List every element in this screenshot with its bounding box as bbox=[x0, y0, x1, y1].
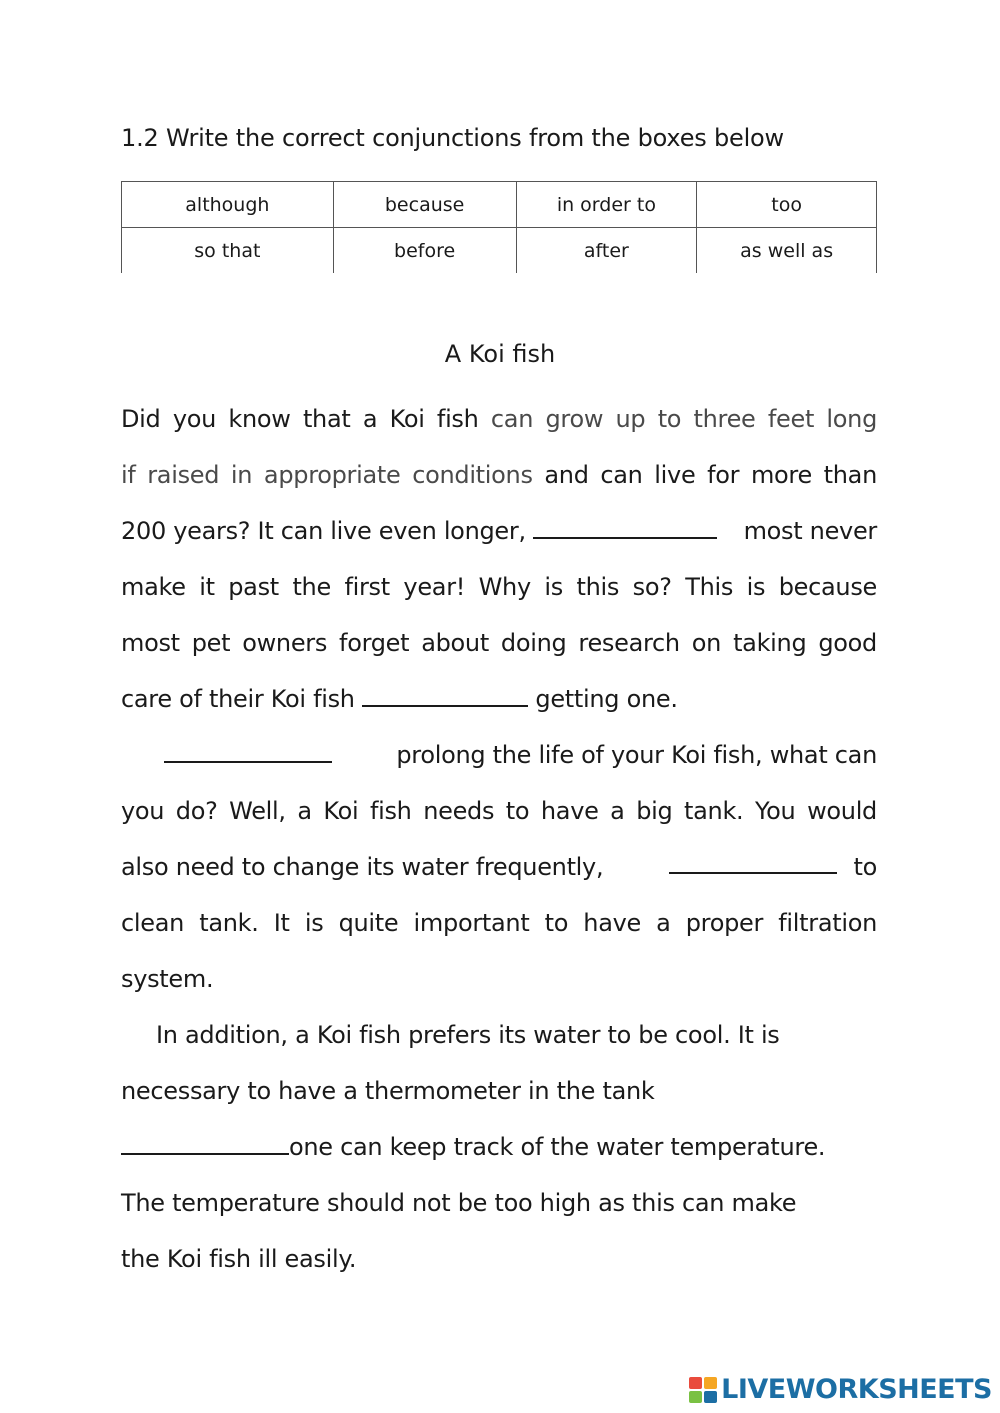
passage-text: getting one. bbox=[535, 685, 678, 713]
passage-line: make it past the first year! Why is this so? This is because bbox=[121, 573, 877, 601]
logo-text: LIVEWORKSHEETS bbox=[721, 1374, 992, 1405]
logo-square bbox=[689, 1391, 702, 1403]
passage-line: you do? Well, a Koi fish needs to have a big tank. You would bbox=[121, 797, 877, 825]
word-option: before bbox=[333, 228, 516, 274]
word-box-row bbox=[122, 182, 877, 228]
answer-blank-1[interactable] bbox=[533, 517, 717, 539]
logo-grid-icon bbox=[689, 1377, 717, 1403]
passage-line bbox=[121, 460, 877, 490]
passage-text: to bbox=[853, 853, 877, 881]
passage-text: prolong the life of your Koi fish, what can bbox=[396, 741, 877, 769]
passage-line bbox=[121, 1132, 877, 1162]
logo-square bbox=[704, 1391, 717, 1403]
passage-text: most never bbox=[743, 517, 877, 545]
passage-line: clean tank. It is quite important to have a proper filtration bbox=[121, 909, 877, 937]
passage-text: and can live for more than bbox=[532, 461, 877, 489]
passage-text: care of their Koi fish bbox=[121, 685, 355, 713]
word-option: so that bbox=[122, 228, 334, 274]
liveworksheets-logo bbox=[689, 1374, 992, 1405]
word-option: after bbox=[516, 228, 697, 274]
answer-blank-5[interactable] bbox=[121, 1133, 289, 1155]
word-box-row bbox=[122, 228, 877, 274]
passage-text: Did you know that a Koi fish bbox=[121, 405, 491, 433]
passage-text: 200 years? It can live even longer, bbox=[121, 517, 526, 545]
passage-text: if raised in appropriate conditions bbox=[121, 461, 533, 489]
word-option: because bbox=[333, 182, 516, 228]
word-option: in order to bbox=[516, 182, 697, 228]
passage-text: one can keep track of the water temperature. bbox=[289, 1133, 826, 1161]
conjunction-word-box bbox=[121, 181, 877, 273]
passage-line: the Koi fish ill easily. bbox=[121, 1245, 357, 1273]
word-option: as well as bbox=[697, 228, 877, 274]
passage-title: A Koi fish bbox=[444, 340, 556, 368]
passage-text: also need to change its water frequently, bbox=[121, 853, 604, 881]
answer-blank-2[interactable] bbox=[362, 685, 528, 707]
passage-line bbox=[121, 516, 877, 546]
passage-line: necessary to have a thermometer in the tank bbox=[121, 1077, 655, 1105]
passage-line: system. bbox=[121, 965, 214, 993]
answer-blank-4[interactable] bbox=[669, 852, 837, 874]
passage-line: The temperature should not be too high as this can make bbox=[121, 1189, 797, 1217]
answer-blank-3[interactable] bbox=[164, 741, 332, 763]
passage-text: can grow up to three feet long bbox=[490, 405, 877, 433]
logo-square bbox=[689, 1377, 702, 1389]
word-option: too bbox=[697, 182, 877, 228]
passage-line bbox=[121, 684, 877, 714]
exercise-heading: 1.2 Write the correct conjunctions from the boxes below bbox=[121, 124, 784, 152]
logo-square bbox=[704, 1377, 717, 1389]
passage-line: most pet owners forget about doing research on taking good bbox=[121, 629, 877, 657]
passage-line bbox=[121, 740, 877, 770]
passage-line bbox=[121, 852, 877, 882]
passage-line bbox=[121, 404, 877, 434]
word-option: although bbox=[122, 182, 334, 228]
passage-line: In addition, a Koi fish prefers its water to be cool. It is bbox=[156, 1021, 780, 1049]
